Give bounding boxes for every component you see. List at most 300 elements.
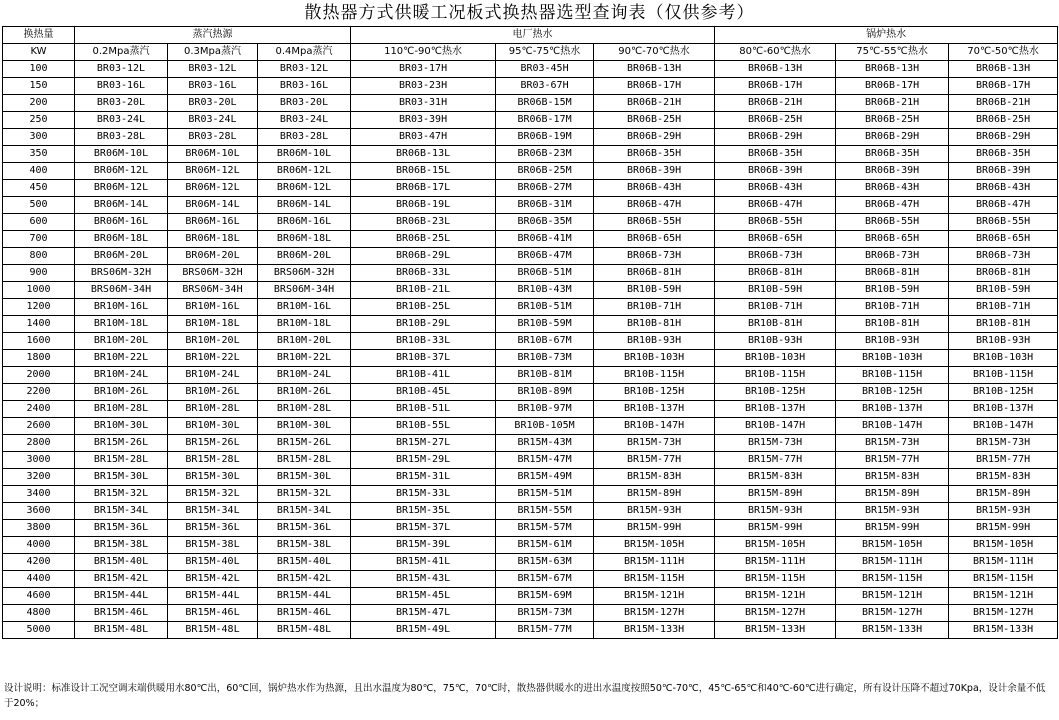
model-cell: BR06B-21H bbox=[715, 95, 836, 112]
table-row bbox=[3, 265, 1058, 282]
model-cell: BR06B-13H bbox=[836, 61, 949, 78]
model-cell: BR15M-73H bbox=[715, 435, 836, 452]
model-cell: BR15M-73M bbox=[496, 605, 594, 622]
model-cell: BR06B-39H bbox=[715, 163, 836, 180]
heat-load-cell: 3800 bbox=[3, 520, 75, 537]
model-cell: BR10B-59H bbox=[836, 282, 949, 299]
model-cell: BRS06M-34H bbox=[258, 282, 351, 299]
model-cell: BR10B-97M bbox=[496, 401, 594, 418]
model-cell: BR15M-30L bbox=[168, 469, 258, 486]
model-cell: BR10M-30L bbox=[75, 418, 168, 435]
model-cell: BR06B-25H bbox=[949, 112, 1058, 129]
model-cell: BR15M-111H bbox=[594, 554, 715, 571]
model-cell: BR06B-19M bbox=[496, 129, 594, 146]
model-cell: BR15M-36L bbox=[168, 520, 258, 537]
model-cell: BR15M-43L bbox=[351, 571, 496, 588]
model-cell: BR15M-111H bbox=[836, 554, 949, 571]
model-cell: BR10B-55L bbox=[351, 418, 496, 435]
model-cell: BR06B-39H bbox=[949, 163, 1058, 180]
model-cell: BR03-45H bbox=[496, 61, 594, 78]
table-row bbox=[3, 248, 1058, 265]
header-condition: 70℃-50℃热水 bbox=[949, 44, 1058, 61]
model-cell: BR06B-65H bbox=[949, 231, 1058, 248]
model-cell: BR10B-29L bbox=[351, 316, 496, 333]
model-cell: BR06B-13H bbox=[594, 61, 715, 78]
model-cell: BR06B-27M bbox=[496, 180, 594, 197]
model-cell: BR15M-121H bbox=[715, 588, 836, 605]
model-cell: BR06B-73H bbox=[594, 248, 715, 265]
model-cell: BR15M-63M bbox=[496, 554, 594, 571]
model-cell: BR15M-93H bbox=[715, 503, 836, 520]
model-cell: BR06B-29H bbox=[836, 129, 949, 146]
model-cell: BR10B-105M bbox=[496, 418, 594, 435]
model-cell: BR06M-12L bbox=[258, 180, 351, 197]
model-cell: BR15M-83H bbox=[836, 469, 949, 486]
model-cell: BR10M-16L bbox=[168, 299, 258, 316]
heat-load-cell: 4800 bbox=[3, 605, 75, 622]
model-cell: BRS06M-34H bbox=[168, 282, 258, 299]
model-cell: BR15M-39L bbox=[351, 537, 496, 554]
model-cell: BR10B-43M bbox=[496, 282, 594, 299]
model-cell: BR06B-65H bbox=[594, 231, 715, 248]
model-cell: BR06B-51M bbox=[496, 265, 594, 282]
model-cell: BR06M-20L bbox=[258, 248, 351, 265]
model-cell: BR15M-40L bbox=[258, 554, 351, 571]
header-condition: 90℃-70℃热水 bbox=[594, 44, 715, 61]
heat-load-cell: 450 bbox=[3, 180, 75, 197]
table-row bbox=[3, 112, 1058, 129]
model-cell: BR15M-30L bbox=[258, 469, 351, 486]
model-cell: BR15M-57M bbox=[496, 520, 594, 537]
model-cell: BR10B-147H bbox=[594, 418, 715, 435]
model-cell: BR06B-35H bbox=[836, 146, 949, 163]
model-cell: BR06B-23L bbox=[351, 214, 496, 231]
model-cell: BR15M-105H bbox=[836, 537, 949, 554]
model-cell: BR06B-43H bbox=[949, 180, 1058, 197]
model-cell: BR15M-48L bbox=[168, 622, 258, 639]
model-cell: BR06B-31M bbox=[496, 197, 594, 214]
model-cell: BR15M-133H bbox=[836, 622, 949, 639]
model-cell: BR06B-73H bbox=[836, 248, 949, 265]
model-cell: BR06B-81H bbox=[949, 265, 1058, 282]
model-cell: BR06B-55H bbox=[949, 214, 1058, 231]
heat-load-cell: 2800 bbox=[3, 435, 75, 452]
model-cell: BR06B-55H bbox=[715, 214, 836, 231]
model-cell: BR03-20L bbox=[75, 95, 168, 112]
model-cell: BR10B-41L bbox=[351, 367, 496, 384]
model-cell: BR15M-28L bbox=[168, 452, 258, 469]
model-cell: BR10M-26L bbox=[258, 384, 351, 401]
model-cell: BR15M-133H bbox=[594, 622, 715, 639]
model-cell: BR10B-137H bbox=[836, 401, 949, 418]
header-unit: KW bbox=[3, 44, 75, 61]
model-cell: BR06B-43H bbox=[715, 180, 836, 197]
model-cell: BR15M-77H bbox=[594, 452, 715, 469]
heat-load-cell: 400 bbox=[3, 163, 75, 180]
header-condition: 110℃-90℃热水 bbox=[351, 44, 496, 61]
model-cell: BR15M-93H bbox=[594, 503, 715, 520]
model-cell: BR06B-35M bbox=[496, 214, 594, 231]
model-cell: BR03-24L bbox=[258, 112, 351, 129]
header-condition: 80℃-60℃热水 bbox=[715, 44, 836, 61]
model-cell: BR15M-83H bbox=[594, 469, 715, 486]
model-cell: BR15M-133H bbox=[949, 622, 1058, 639]
model-cell: BR15M-32L bbox=[168, 486, 258, 503]
model-cell: BR06M-10L bbox=[168, 146, 258, 163]
model-cell: BR15M-40L bbox=[168, 554, 258, 571]
design-note: 设计说明：标准设计工况空调末端供暖用水80℃出，60℃回，锅炉热水作为热源，且出水温度为80℃，75℃，70℃时，散热器供暖水的进出水温度按照50℃-70℃，45℃-65℃和40℃-60℃进行确定，所有设计压降不超过70Kpa，设计余量不低于20%； bbox=[4, 683, 1046, 709]
table-row bbox=[3, 537, 1058, 554]
model-cell: BR06M-10L bbox=[258, 146, 351, 163]
model-cell: BR10M-18L bbox=[168, 316, 258, 333]
model-cell: BR10M-20L bbox=[75, 333, 168, 350]
model-cell: BR15M-43M bbox=[496, 435, 594, 452]
model-cell: BR15M-111H bbox=[949, 554, 1058, 571]
header-group-plant-water: 电厂热水 bbox=[351, 27, 715, 44]
model-cell: BR15M-127H bbox=[949, 605, 1058, 622]
model-cell: BR06M-18L bbox=[75, 231, 168, 248]
model-cell: BR06B-25H bbox=[715, 112, 836, 129]
model-cell: BR10M-16L bbox=[258, 299, 351, 316]
model-cell: BR15M-35L bbox=[351, 503, 496, 520]
model-cell: BR15M-121H bbox=[949, 588, 1058, 605]
model-cell: BR15M-48L bbox=[75, 622, 168, 639]
heat-load-cell: 1800 bbox=[3, 350, 75, 367]
model-cell: BR15M-28L bbox=[258, 452, 351, 469]
heat-load-cell: 900 bbox=[3, 265, 75, 282]
model-cell: BR10M-28L bbox=[258, 401, 351, 418]
model-cell: BR06B-21H bbox=[836, 95, 949, 112]
heat-load-cell: 2000 bbox=[3, 367, 75, 384]
model-cell: BR10M-22L bbox=[258, 350, 351, 367]
model-cell: BR15M-38L bbox=[168, 537, 258, 554]
heat-load-cell: 1600 bbox=[3, 333, 75, 350]
model-cell: BR06B-35H bbox=[594, 146, 715, 163]
table-row bbox=[3, 418, 1058, 435]
model-cell: BR15M-99H bbox=[715, 520, 836, 537]
table-row bbox=[3, 486, 1058, 503]
model-cell: BR15M-47L bbox=[351, 605, 496, 622]
model-cell: BR10M-30L bbox=[168, 418, 258, 435]
model-cell: BR10B-59H bbox=[949, 282, 1058, 299]
header-condition: 0.2Mpa蒸汽 bbox=[75, 44, 168, 61]
model-cell: BR10M-22L bbox=[75, 350, 168, 367]
model-cell: BR06B-55H bbox=[594, 214, 715, 231]
model-cell: BR15M-47M bbox=[496, 452, 594, 469]
model-cell: BR15M-44L bbox=[75, 588, 168, 605]
heat-load-cell: 2600 bbox=[3, 418, 75, 435]
header-heat-load: 换热量 bbox=[3, 27, 75, 44]
model-cell: BR06B-65H bbox=[836, 231, 949, 248]
model-cell: BR06B-17H bbox=[594, 78, 715, 95]
model-cell: BR10B-93H bbox=[836, 333, 949, 350]
model-cell: BR10B-115H bbox=[594, 367, 715, 384]
model-cell: BR06B-35H bbox=[949, 146, 1058, 163]
model-cell: BR10B-25L bbox=[351, 299, 496, 316]
heat-load-cell: 150 bbox=[3, 78, 75, 95]
model-cell: BR10M-20L bbox=[258, 333, 351, 350]
model-cell: BR03-24L bbox=[75, 112, 168, 129]
model-cell: BR15M-69M bbox=[496, 588, 594, 605]
model-cell: BR06B-17H bbox=[715, 78, 836, 95]
model-cell: BR06M-20L bbox=[75, 248, 168, 265]
heat-load-cell: 4000 bbox=[3, 537, 75, 554]
model-cell: BR10B-71H bbox=[594, 299, 715, 316]
model-cell: BR03-16L bbox=[168, 78, 258, 95]
model-cell: BR06B-39H bbox=[594, 163, 715, 180]
model-cell: BR10M-26L bbox=[75, 384, 168, 401]
model-cell: BR03-16L bbox=[75, 78, 168, 95]
model-cell: BR15M-73H bbox=[594, 435, 715, 452]
model-cell: BR03-24L bbox=[168, 112, 258, 129]
model-cell: BR10B-59H bbox=[715, 282, 836, 299]
model-cell: BR15M-29L bbox=[351, 452, 496, 469]
heat-load-cell: 4200 bbox=[3, 554, 75, 571]
model-cell: BR10B-137H bbox=[949, 401, 1058, 418]
table-row bbox=[3, 61, 1058, 78]
heat-load-cell: 800 bbox=[3, 248, 75, 265]
table-row bbox=[3, 180, 1058, 197]
table-row bbox=[3, 214, 1058, 231]
model-cell: BR10M-24L bbox=[258, 367, 351, 384]
model-cell: BR10B-81H bbox=[594, 316, 715, 333]
model-cell: BR06B-29L bbox=[351, 248, 496, 265]
model-cell: BR15M-121H bbox=[594, 588, 715, 605]
model-cell: BR15M-46L bbox=[75, 605, 168, 622]
model-cell: BR03-12L bbox=[168, 61, 258, 78]
header-condition: 0.3Mpa蒸汽 bbox=[168, 44, 258, 61]
model-cell: BR06M-12L bbox=[258, 163, 351, 180]
document-title: 散热器方式供暖工况板式换热器选型查询表（仅供参考） bbox=[304, 3, 755, 23]
model-cell: BR06B-33L bbox=[351, 265, 496, 282]
header-row-conditions bbox=[3, 44, 1058, 61]
heat-load-cell: 1400 bbox=[3, 316, 75, 333]
model-cell: BR15M-77H bbox=[715, 452, 836, 469]
table-row bbox=[3, 605, 1058, 622]
model-cell: BR10B-59H bbox=[594, 282, 715, 299]
model-cell: BR15M-42L bbox=[75, 571, 168, 588]
model-cell: BR15M-36L bbox=[75, 520, 168, 537]
model-cell: BR15M-127H bbox=[715, 605, 836, 622]
model-cell: BRS06M-34H bbox=[75, 282, 168, 299]
model-cell: BR15M-67M bbox=[496, 571, 594, 588]
model-cell: BR06M-18L bbox=[258, 231, 351, 248]
model-cell: BR03-28L bbox=[75, 129, 168, 146]
model-cell: BR06B-29H bbox=[594, 129, 715, 146]
model-cell: BR06B-21H bbox=[594, 95, 715, 112]
model-cell: BR06M-12L bbox=[75, 163, 168, 180]
model-cell: BR15M-28L bbox=[75, 452, 168, 469]
table-row bbox=[3, 588, 1058, 605]
model-cell: BR03-20L bbox=[168, 95, 258, 112]
model-cell: BR10M-18L bbox=[258, 316, 351, 333]
model-cell: BR15M-34L bbox=[75, 503, 168, 520]
header-condition: 95℃-75℃热水 bbox=[496, 44, 594, 61]
table-row bbox=[3, 503, 1058, 520]
model-cell: BR15M-115H bbox=[949, 571, 1058, 588]
model-cell: BR15M-99H bbox=[594, 520, 715, 537]
model-cell: BR03-28L bbox=[168, 129, 258, 146]
model-cell: BR15M-38L bbox=[75, 537, 168, 554]
model-cell: BR15M-127H bbox=[594, 605, 715, 622]
header-group-boiler-water: 锅炉热水 bbox=[715, 27, 1058, 44]
model-cell: BR10B-81H bbox=[836, 316, 949, 333]
table-row bbox=[3, 384, 1058, 401]
model-cell: BR06B-15M bbox=[496, 95, 594, 112]
model-cell: BR15M-26L bbox=[258, 435, 351, 452]
table-row bbox=[3, 401, 1058, 418]
model-cell: BR06B-39H bbox=[836, 163, 949, 180]
heat-load-cell: 4600 bbox=[3, 588, 75, 605]
model-cell: BR06B-17L bbox=[351, 180, 496, 197]
header-row-groups bbox=[3, 27, 1058, 44]
model-cell: BR10B-103H bbox=[594, 350, 715, 367]
model-cell: BR03-17H bbox=[351, 61, 496, 78]
model-cell: BR10B-45L bbox=[351, 384, 496, 401]
model-cell: BR03-20L bbox=[258, 95, 351, 112]
model-cell: BR15M-105H bbox=[949, 537, 1058, 554]
model-cell: BR15M-73H bbox=[949, 435, 1058, 452]
model-cell: BR10M-22L bbox=[168, 350, 258, 367]
table-row bbox=[3, 622, 1058, 639]
model-cell: BR06B-25H bbox=[594, 112, 715, 129]
model-cell: BR15M-93H bbox=[949, 503, 1058, 520]
model-cell: BR15M-115H bbox=[715, 571, 836, 588]
model-cell: BR10B-137H bbox=[594, 401, 715, 418]
model-cell: BR10B-21L bbox=[351, 282, 496, 299]
table-row bbox=[3, 129, 1058, 146]
model-cell: BR06B-47H bbox=[594, 197, 715, 214]
model-cell: BR15M-49L bbox=[351, 622, 496, 639]
model-cell: BR15M-115H bbox=[836, 571, 949, 588]
model-cell: BR06M-12L bbox=[168, 180, 258, 197]
table-row bbox=[3, 163, 1058, 180]
table-row bbox=[3, 231, 1058, 248]
heat-load-cell: 3000 bbox=[3, 452, 75, 469]
model-cell: BR06B-13L bbox=[351, 146, 496, 163]
model-cell: BR06B-21H bbox=[949, 95, 1058, 112]
model-cell: BR10B-125H bbox=[949, 384, 1058, 401]
model-cell: BR15M-45L bbox=[351, 588, 496, 605]
model-cell: BR06B-25L bbox=[351, 231, 496, 248]
model-cell: BR06B-29H bbox=[949, 129, 1058, 146]
model-cell: BR10B-103H bbox=[836, 350, 949, 367]
model-cell: BR06B-17H bbox=[836, 78, 949, 95]
model-cell: BR10M-16L bbox=[75, 299, 168, 316]
model-cell: BR10B-81H bbox=[949, 316, 1058, 333]
model-cell: BR10B-71H bbox=[949, 299, 1058, 316]
model-cell: BR15M-89H bbox=[949, 486, 1058, 503]
model-cell: BR06M-14L bbox=[168, 197, 258, 214]
model-cell: BR10B-147H bbox=[715, 418, 836, 435]
table-row bbox=[3, 469, 1058, 486]
table-row bbox=[3, 435, 1058, 452]
model-cell: BR06B-13H bbox=[715, 61, 836, 78]
model-cell: BR15M-99H bbox=[949, 520, 1058, 537]
model-cell: BR03-31H bbox=[351, 95, 496, 112]
model-cell: BR10M-24L bbox=[168, 367, 258, 384]
model-cell: BR03-23H bbox=[351, 78, 496, 95]
model-cell: BR06B-19L bbox=[351, 197, 496, 214]
model-cell: BR10B-93H bbox=[949, 333, 1058, 350]
model-cell: BR15M-77M bbox=[496, 622, 594, 639]
table-row bbox=[3, 333, 1058, 350]
model-cell: BR15M-32L bbox=[75, 486, 168, 503]
model-cell: BR06B-47H bbox=[836, 197, 949, 214]
model-cell: BR10B-125H bbox=[594, 384, 715, 401]
model-cell: BR10B-125H bbox=[836, 384, 949, 401]
model-cell: BR10M-28L bbox=[75, 401, 168, 418]
model-cell: BR06M-10L bbox=[75, 146, 168, 163]
model-cell: BR06B-81H bbox=[715, 265, 836, 282]
model-cell: BR10B-93H bbox=[715, 333, 836, 350]
model-cell: BR15M-89H bbox=[594, 486, 715, 503]
model-cell: BR10B-125H bbox=[715, 384, 836, 401]
model-cell: BR10B-81H bbox=[715, 316, 836, 333]
model-cell: BR06M-20L bbox=[168, 248, 258, 265]
model-cell: BR10B-147H bbox=[949, 418, 1058, 435]
model-cell: BR06B-35H bbox=[715, 146, 836, 163]
model-cell: BR06M-14L bbox=[75, 197, 168, 214]
model-cell: BR06B-41M bbox=[496, 231, 594, 248]
model-cell: BR10B-81M bbox=[496, 367, 594, 384]
model-cell: BR15M-55M bbox=[496, 503, 594, 520]
model-cell: BR10B-73M bbox=[496, 350, 594, 367]
model-cell: BR10B-93H bbox=[594, 333, 715, 350]
heat-load-cell: 4400 bbox=[3, 571, 75, 588]
model-cell: BR10M-28L bbox=[168, 401, 258, 418]
model-cell: BR15M-33L bbox=[351, 486, 496, 503]
heat-load-cell: 3600 bbox=[3, 503, 75, 520]
model-cell: BR10M-26L bbox=[168, 384, 258, 401]
model-cell: BR03-12L bbox=[75, 61, 168, 78]
table-row bbox=[3, 95, 1058, 112]
model-cell: BR15M-38L bbox=[258, 537, 351, 554]
heat-load-cell: 2200 bbox=[3, 384, 75, 401]
model-cell: BR15M-44L bbox=[168, 588, 258, 605]
model-cell: BR03-28L bbox=[258, 129, 351, 146]
model-cell: BR06B-81H bbox=[836, 265, 949, 282]
model-cell: BR06B-55H bbox=[836, 214, 949, 231]
model-cell: BR06B-43H bbox=[594, 180, 715, 197]
heat-load-cell: 1200 bbox=[3, 299, 75, 316]
model-cell: BR15M-31L bbox=[351, 469, 496, 486]
model-cell: BR10B-51L bbox=[351, 401, 496, 418]
model-cell: BR15M-77H bbox=[836, 452, 949, 469]
model-cell: BR06B-65H bbox=[715, 231, 836, 248]
model-cell: BR06B-15L bbox=[351, 163, 496, 180]
model-cell: BR03-39H bbox=[351, 112, 496, 129]
model-cell: BR06B-23M bbox=[496, 146, 594, 163]
model-cell: BR06M-16L bbox=[258, 214, 351, 231]
table-row bbox=[3, 299, 1058, 316]
model-cell: BR15M-93H bbox=[836, 503, 949, 520]
model-cell: BR06M-12L bbox=[75, 180, 168, 197]
model-cell: BR06B-17H bbox=[949, 78, 1058, 95]
model-cell: BR15M-121H bbox=[836, 588, 949, 605]
model-cell: BR03-12L bbox=[258, 61, 351, 78]
model-cell: BR15M-61M bbox=[496, 537, 594, 554]
model-cell: BR15M-27L bbox=[351, 435, 496, 452]
model-cell: BR06B-73H bbox=[715, 248, 836, 265]
model-cell: BR06B-81H bbox=[594, 265, 715, 282]
heat-load-cell: 3200 bbox=[3, 469, 75, 486]
model-cell: BR10B-37L bbox=[351, 350, 496, 367]
model-cell: BR03-16L bbox=[258, 78, 351, 95]
model-cell: BR10B-59M bbox=[496, 316, 594, 333]
model-cell: BR15M-105H bbox=[594, 537, 715, 554]
model-cell: BR06B-25H bbox=[836, 112, 949, 129]
